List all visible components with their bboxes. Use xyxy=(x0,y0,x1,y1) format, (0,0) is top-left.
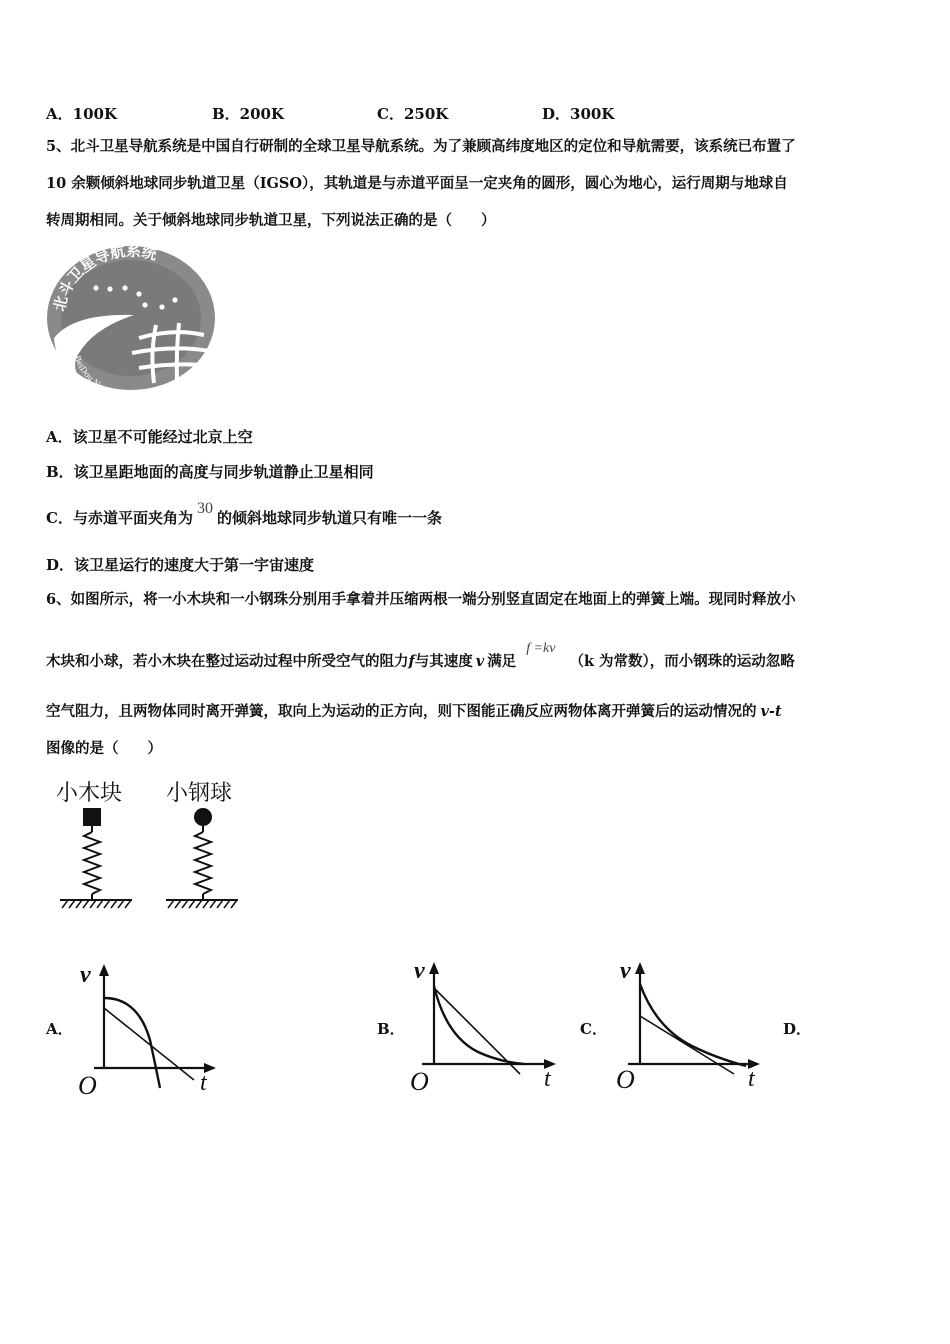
graph-a-v-label: v xyxy=(80,962,91,988)
graph-a-curve xyxy=(104,998,160,1088)
vt-graph-a xyxy=(76,958,216,1098)
q6-line2-part-d: （k 为常数），而小钢珠的运动忽略 xyxy=(569,653,795,670)
spring-figure xyxy=(50,770,250,920)
label-small-steel-ball: 小钢球 xyxy=(166,781,233,806)
graph-b-curve xyxy=(434,986,524,1064)
graph-a-origin: O xyxy=(78,1071,97,1098)
q5-option-c-prefix: C．与赤道平面夹角为 xyxy=(46,509,193,527)
q5-option-d: D．该卫星运行的速度大于第一宇宙速度 xyxy=(46,556,315,574)
q4-option-c: C．250K xyxy=(377,105,449,123)
q6-formula: f =kv xyxy=(526,641,556,656)
q4-option-a: A．100K xyxy=(46,105,117,123)
vt-graph-b xyxy=(408,958,558,1098)
right-spring xyxy=(195,832,211,894)
left-spring xyxy=(84,832,100,894)
graph-option-a-label: A． xyxy=(46,1020,73,1038)
q6-line2-part-c: 满足 xyxy=(487,653,517,670)
q5-option-c xyxy=(46,500,442,529)
q6-stem-line3 xyxy=(46,702,782,722)
graph-a-straight-line xyxy=(104,1008,194,1080)
q6-var-v: v xyxy=(475,653,485,670)
vt-graph-c xyxy=(612,958,762,1098)
q6-line3-text: 空气阻力，且两物体同时离开弹簧，取向上为运动的正方向，则下图能正确反应两物体离开弹簧后的运动情况的 xyxy=(46,703,757,720)
q6-stem-line2 xyxy=(46,641,795,673)
graph-c-t-label: t xyxy=(748,1066,755,1092)
right-ground-hatch xyxy=(168,900,237,908)
q5-stem-line3: 转周期相同。关于倾斜地球同步轨道卫星，下列说法正确的是（ ） xyxy=(46,212,496,229)
q6-var-f: f xyxy=(408,653,415,670)
q6-line2-part-a: 木块和小球，若小木块在整过运动过程中所受空气的阻力 xyxy=(46,653,409,670)
graph-c-v-label: v xyxy=(620,958,631,984)
steel-ball-shape xyxy=(194,808,212,826)
label-small-wood-block: 小木块 xyxy=(56,781,123,806)
graph-b-origin: O xyxy=(410,1067,429,1096)
beidou-logo-cn-text: 北斗卫星导航系统 xyxy=(50,243,159,313)
q5-option-b: B．该卫星距地面的高度与同步轨道静止卫星相同 xyxy=(46,463,374,481)
graph-c-straight-line xyxy=(640,1016,734,1074)
q6-vt-label: v-t xyxy=(760,703,782,720)
graph-c-origin: O xyxy=(616,1065,635,1094)
wood-block-shape xyxy=(83,808,101,826)
graph-option-b-label: B． xyxy=(377,1020,405,1038)
q6-line2-part-b: 与其速度 xyxy=(414,653,473,670)
graph-option-c-label: C． xyxy=(580,1020,607,1038)
graph-b-v-label: v xyxy=(414,958,425,984)
q5-stem-line2: 10 余颗倾斜地球同步轨道卫星（IGSO），其轨道是与赤道平面呈一定夹角的圆形，圆心为地心，运行周期与地球自 xyxy=(46,175,788,192)
beidou-logo xyxy=(44,243,219,393)
beidou-logo-en-text: BeiDou Navig e System xyxy=(72,354,196,393)
q5-option-c-angle: 30 xyxy=(196,500,213,517)
q5-stem-line1: 5、北斗卫星导航系统是中国自行研制的全球卫星导航系统。为了兼顾高纬度地区的定位和导航需要，该系统已布置了 xyxy=(46,138,796,155)
q5-option-c-suffix: 的倾斜地球同步轨道只有唯一一条 xyxy=(216,509,442,527)
left-ground-hatch xyxy=(62,900,131,908)
q4-option-d: D．300K xyxy=(542,105,615,123)
q6-stem-line4: 图像的是（ ） xyxy=(46,740,162,757)
graph-option-d-label: D． xyxy=(783,1020,812,1038)
graph-a-t-label: t xyxy=(200,1070,207,1096)
q4-option-b: B．200K xyxy=(212,105,285,123)
graph-b-t-label: t xyxy=(544,1066,551,1092)
q5-option-a: A．该卫星不可能经过北京上空 xyxy=(46,428,253,446)
q6-stem-line1: 6、如图所示，将一小木块和一小钢珠分别用手拿着并压缩两根一端分别竖直固定在地面上的弹簧上端。现同时释放小 xyxy=(46,591,796,608)
